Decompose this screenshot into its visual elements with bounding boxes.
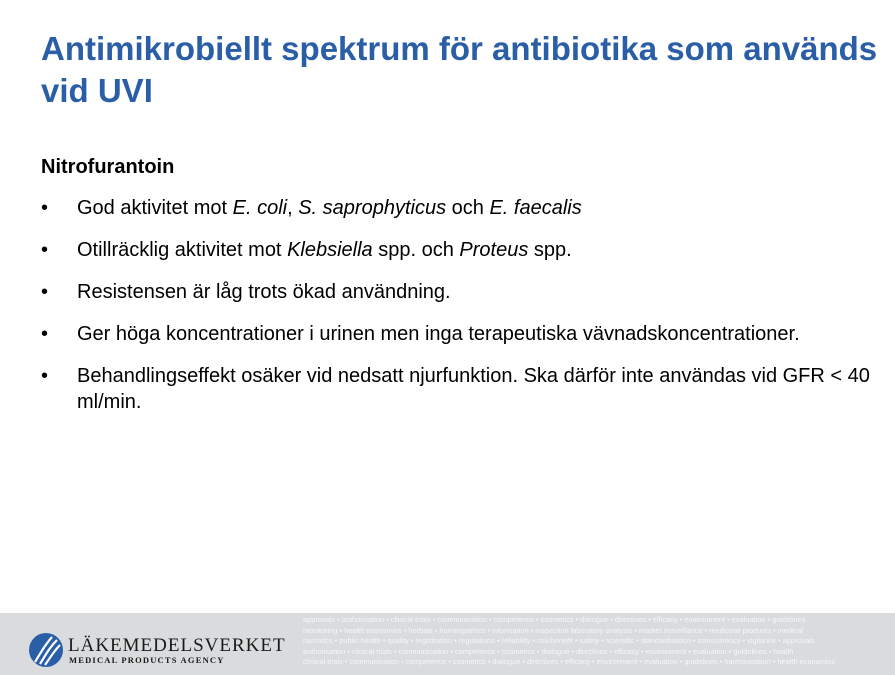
text-run: Resistensen är låg trots ökad användning.	[77, 281, 451, 303]
watermark-line: authorisation • clinical trials • communication • competence • cosmetics • dialogue • directives • efficacy • environment • evaluation • guidelines • health	[303, 646, 794, 656]
bullet-item	[41, 195, 881, 221]
bullet-item	[41, 363, 881, 415]
italic-term: E. coli	[232, 197, 288, 219]
bullet-item	[41, 321, 881, 347]
text-run: Otillräcklig aktivitet mot	[77, 239, 288, 261]
bullet-list	[41, 195, 881, 431]
italic-term: Klebsiella	[287, 239, 373, 261]
bullet-dot: •	[41, 281, 49, 303]
bullet-text	[77, 323, 800, 345]
watermark-line: clinical trials • communication • competence • cosmetics • dialogue • directives • efficacy • environment • evaluation • guidelines • harmonisation • health economics	[303, 657, 835, 667]
text-run: spp. och	[372, 239, 460, 261]
bullet-dot: •	[41, 323, 49, 345]
italic-term: Proteus	[459, 239, 529, 261]
brand-subtitle: MEDICAL PRODUCTS AGENCY	[69, 655, 225, 665]
text-run: Behandlingseffekt osäker vid nedsatt njurfunktion. Ska därför inte användas vid GFR < 40 ml/min.	[77, 365, 870, 413]
italic-term: S. saprophyticus	[298, 197, 447, 219]
bullet-dot: •	[41, 365, 49, 387]
bullet-item	[41, 237, 881, 263]
watermark-line: approvals • authorisation • clinical trials • communication • competence • cosmetics • dialogue • directives • efficacy • environment • evaluation • guidelines	[303, 615, 806, 624]
bullet-text	[77, 197, 582, 219]
brand-name: LÄKEMEDELSVERKET	[68, 635, 286, 656]
text-run: ,	[287, 197, 299, 219]
italic-term: E. faecalis	[489, 197, 582, 219]
footer-bar	[0, 613, 895, 675]
watermark-line: monitoring • health economics • herbals • homeopathics • information • inspection laboratory analysis • market surveillance • medicinal products • medical	[303, 625, 804, 635]
bullet-text	[77, 365, 870, 413]
bullet-text	[77, 281, 451, 303]
bullet-text	[77, 239, 572, 261]
bullet-dot: •	[41, 239, 49, 261]
bullet-dot: •	[41, 197, 49, 219]
text-run: Ger höga koncentrationer i urinen men inga terapeutiska vävnadskoncentrationer.	[77, 323, 800, 345]
text-run: spp.	[528, 239, 572, 261]
section-subheading: Nitrofurantoin	[41, 156, 175, 178]
slide-title: Antimikrobiellt spektrum för antibiotika som används vid UVI	[41, 30, 878, 109]
bullet-item	[41, 279, 881, 305]
text-run: och	[446, 197, 490, 219]
watermark-line: narcotics • public health • quality • registration • regulations • reliability • risk/benefit • safety • scientific • standardisation • transparency • vigilance • approvals	[303, 636, 815, 646]
keyword-watermark	[303, 615, 895, 668]
text-run: God aktivitet mot	[77, 197, 233, 219]
lakemedelsverket-logo-icon	[28, 632, 64, 668]
